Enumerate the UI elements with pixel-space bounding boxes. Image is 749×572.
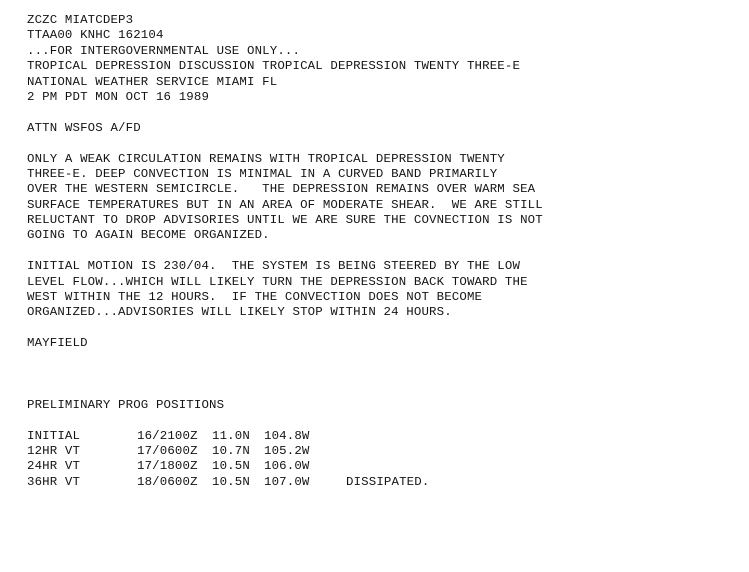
prog-row — [27, 444, 737, 459]
paragraph-line: LEVEL FLOW...WHICH WILL LIKELY TURN THE DEPRESSION BACK TOWARD THE — [27, 274, 528, 289]
prog-longitude: 104.8W — [264, 428, 310, 443]
prog-note: DISSIPATED. — [346, 474, 430, 489]
prog-longitude: 105.2W — [264, 443, 310, 458]
paragraph-line: RELUCTANT TO DROP ADVISORIES UNTIL WE ARE SURE THE COVNECTION IS NOT — [27, 213, 543, 228]
spacer — [27, 352, 737, 367]
prog-row — [27, 459, 737, 474]
prog-label: 12HR VT — [27, 443, 81, 458]
prog-time: 17/1800Z — [137, 459, 198, 474]
discussion-document — [27, 13, 737, 490]
prog-row — [27, 429, 737, 444]
spacer — [27, 367, 737, 382]
prog-latitude: 10.5N — [212, 459, 250, 474]
spacer — [27, 136, 737, 151]
issue-time: 2 PM PDT MON OCT 16 1989 — [27, 89, 210, 104]
discussion-paragraph-2 — [27, 259, 737, 321]
paragraph-line: ORGANIZED...ADVISORIES WILL LIKELY STOP WITHIN 24 HOURS. — [27, 305, 452, 320]
header-line: ZCZC MIATCDEP3 — [27, 13, 134, 27]
issuing-office: NATIONAL WEATHER SERVICE MIAMI FL — [27, 74, 278, 89]
header-block — [27, 13, 737, 105]
header-line: ...FOR INTERGOVERNMENTAL USE ONLY... — [27, 43, 301, 58]
prog-label: 36HR VT — [27, 474, 81, 489]
paragraph-line: WEST WITHIN THE 12 HOURS. IF THE CONVECTION DOES NOT BECOME — [27, 290, 483, 305]
prog-longitude: 106.0W — [264, 459, 310, 474]
prog-time: 17/0600Z — [137, 443, 198, 458]
prog-row — [27, 475, 737, 490]
paragraph-line: ONLY A WEAK CIRCULATION REMAINS WITH TROPICAL DEPRESSION TWENTY — [27, 151, 505, 166]
prog-latitude: 10.5N — [212, 474, 250, 489]
prog-positions-title: PRELIMINARY PROG POSITIONS — [27, 397, 225, 412]
paragraph-line: THREE-E. DEEP CONVECTION IS MINIMAL IN A CURVED BAND PRIMARILY — [27, 166, 498, 181]
prog-time: 18/0600Z — [137, 474, 198, 489]
attention-line: ATTN WSFOS A/FD — [27, 120, 141, 135]
spacer — [27, 105, 737, 120]
prog-latitude: 10.7N — [212, 443, 250, 458]
forecaster-signature: MAYFIELD — [27, 336, 88, 351]
paragraph-line: SURFACE TEMPERATURES BUT IN AN AREA OF MODERATE SHEAR. WE ARE STILL — [27, 197, 543, 212]
header-line: TTAA00 KNHC 162104 — [27, 28, 164, 43]
discussion-paragraph-1 — [27, 152, 737, 244]
document-title: TROPICAL DEPRESSION DISCUSSION TROPICAL DEPRESSION TWENTY THREE-E — [27, 59, 521, 74]
prog-label: 24HR VT — [27, 459, 81, 474]
prog-time: 16/2100Z — [137, 428, 198, 443]
spacer — [27, 382, 737, 397]
prog-label: INITIAL — [27, 428, 81, 443]
spacer — [27, 244, 737, 259]
paragraph-line: GOING TO AGAIN BECOME ORGANIZED. — [27, 228, 270, 243]
paragraph-line: INITIAL MOTION IS 230/04. THE SYSTEM IS BEING STEERED BY THE LOW — [27, 259, 521, 274]
prog-longitude: 107.0W — [264, 474, 310, 489]
prog-positions-table — [27, 429, 737, 491]
prog-latitude: 11.0N — [212, 428, 250, 443]
spacer — [27, 321, 737, 336]
spacer — [27, 413, 737, 428]
paragraph-line: OVER THE WESTERN SEMICIRCLE. THE DEPRESSION REMAINS OVER WARM SEA — [27, 182, 536, 197]
